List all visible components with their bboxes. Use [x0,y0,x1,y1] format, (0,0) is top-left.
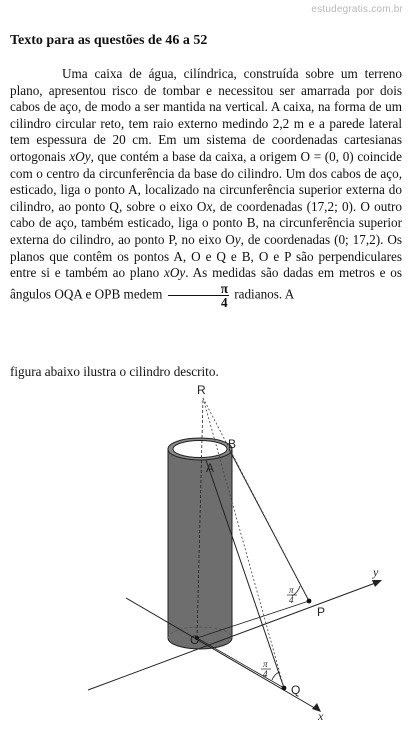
xoy-plane-1: xOy [69,148,91,164]
label-y-axis: y [373,565,379,579]
text-part-5: . As medidas são dadas em metros e os ângulos OQA e OPB medem [10,265,403,302]
watermark: estudegratis.com.br [311,4,403,15]
text-part-4: , de coordenadas (0; 17,2). Os planos que contêm os pontos A, O e Q e B, O e P são perpendiculares entre si e também ao plano [10,231,402,281]
y-axis-line [88,582,378,690]
text-part-6: radianos. A [230,286,295,302]
axis-y-ref: y [234,231,241,247]
text-part-1: Uma caixa de água, cilíndrica, construída sobre um terreno plano, apresentou risco de tombar e necessitou ser amarrada por dois cabos de aço, de modo a ser mantida na vertical. A caixa, na forma de um cilindro circular reto, tem raio externo medindo 2,2 m e a parede lateral tem espessura de 20 cm. Em um sistema de coordenadas cartesianas ortogonais [10,66,402,164]
angle-q-denominator: 4 [263,669,268,679]
text-part-3: , de coordenadas (17,2; 0). O outro cabo de aço, também esticado, liga o ponto B, na circunferência superior externa do cilindro, ao ponto P, no eixo O [10,198,402,247]
label-a: A [206,461,215,475]
angle-p-denominator: 4 [289,595,294,605]
xoy-plane-2: xOy [164,265,186,281]
angle-q-numerator: π [263,659,268,669]
label-r: R [197,383,206,397]
segment-o-to-q [197,638,284,688]
label-p: P [317,605,326,619]
label-o: O [190,633,200,647]
text-part-2: , que contém a base da caixa, a origem O = (0, 0) coincide com o centro da circunferência da base do cilindro. Um dos cabos de aço, esticado, liga o ponto A, localizado na circunferência superior externa do cilindro, ao ponto Q, sobre o eixo O [10,148,402,214]
problem-text [10,66,402,309]
cylinder-figure [0,376,409,730]
problem-paragraph [10,66,402,309]
cylinder-top-inner [173,441,227,458]
cylinder-body [168,449,232,649]
point-q [282,686,287,691]
axis-x-ref: x [206,198,213,214]
label-b: B [228,437,237,451]
label-q: Q [291,683,301,697]
cable-b-to-p [229,449,309,601]
point-p [307,599,312,604]
fraction-denominator: 4 [221,294,228,310]
section-heading: Texto para as questões de 46 a 52 [10,33,208,48]
angle-arc-q [272,672,279,680]
y-axis-arrow [372,580,382,587]
fraction-numerator: π [168,282,229,296]
pi-over-4-fraction [168,282,229,309]
angle-p-numerator: π [289,585,294,595]
label-x-axis: x [318,709,324,723]
figure-caption: figura abaixo ilustra o cilindro descrito. [10,364,219,379]
